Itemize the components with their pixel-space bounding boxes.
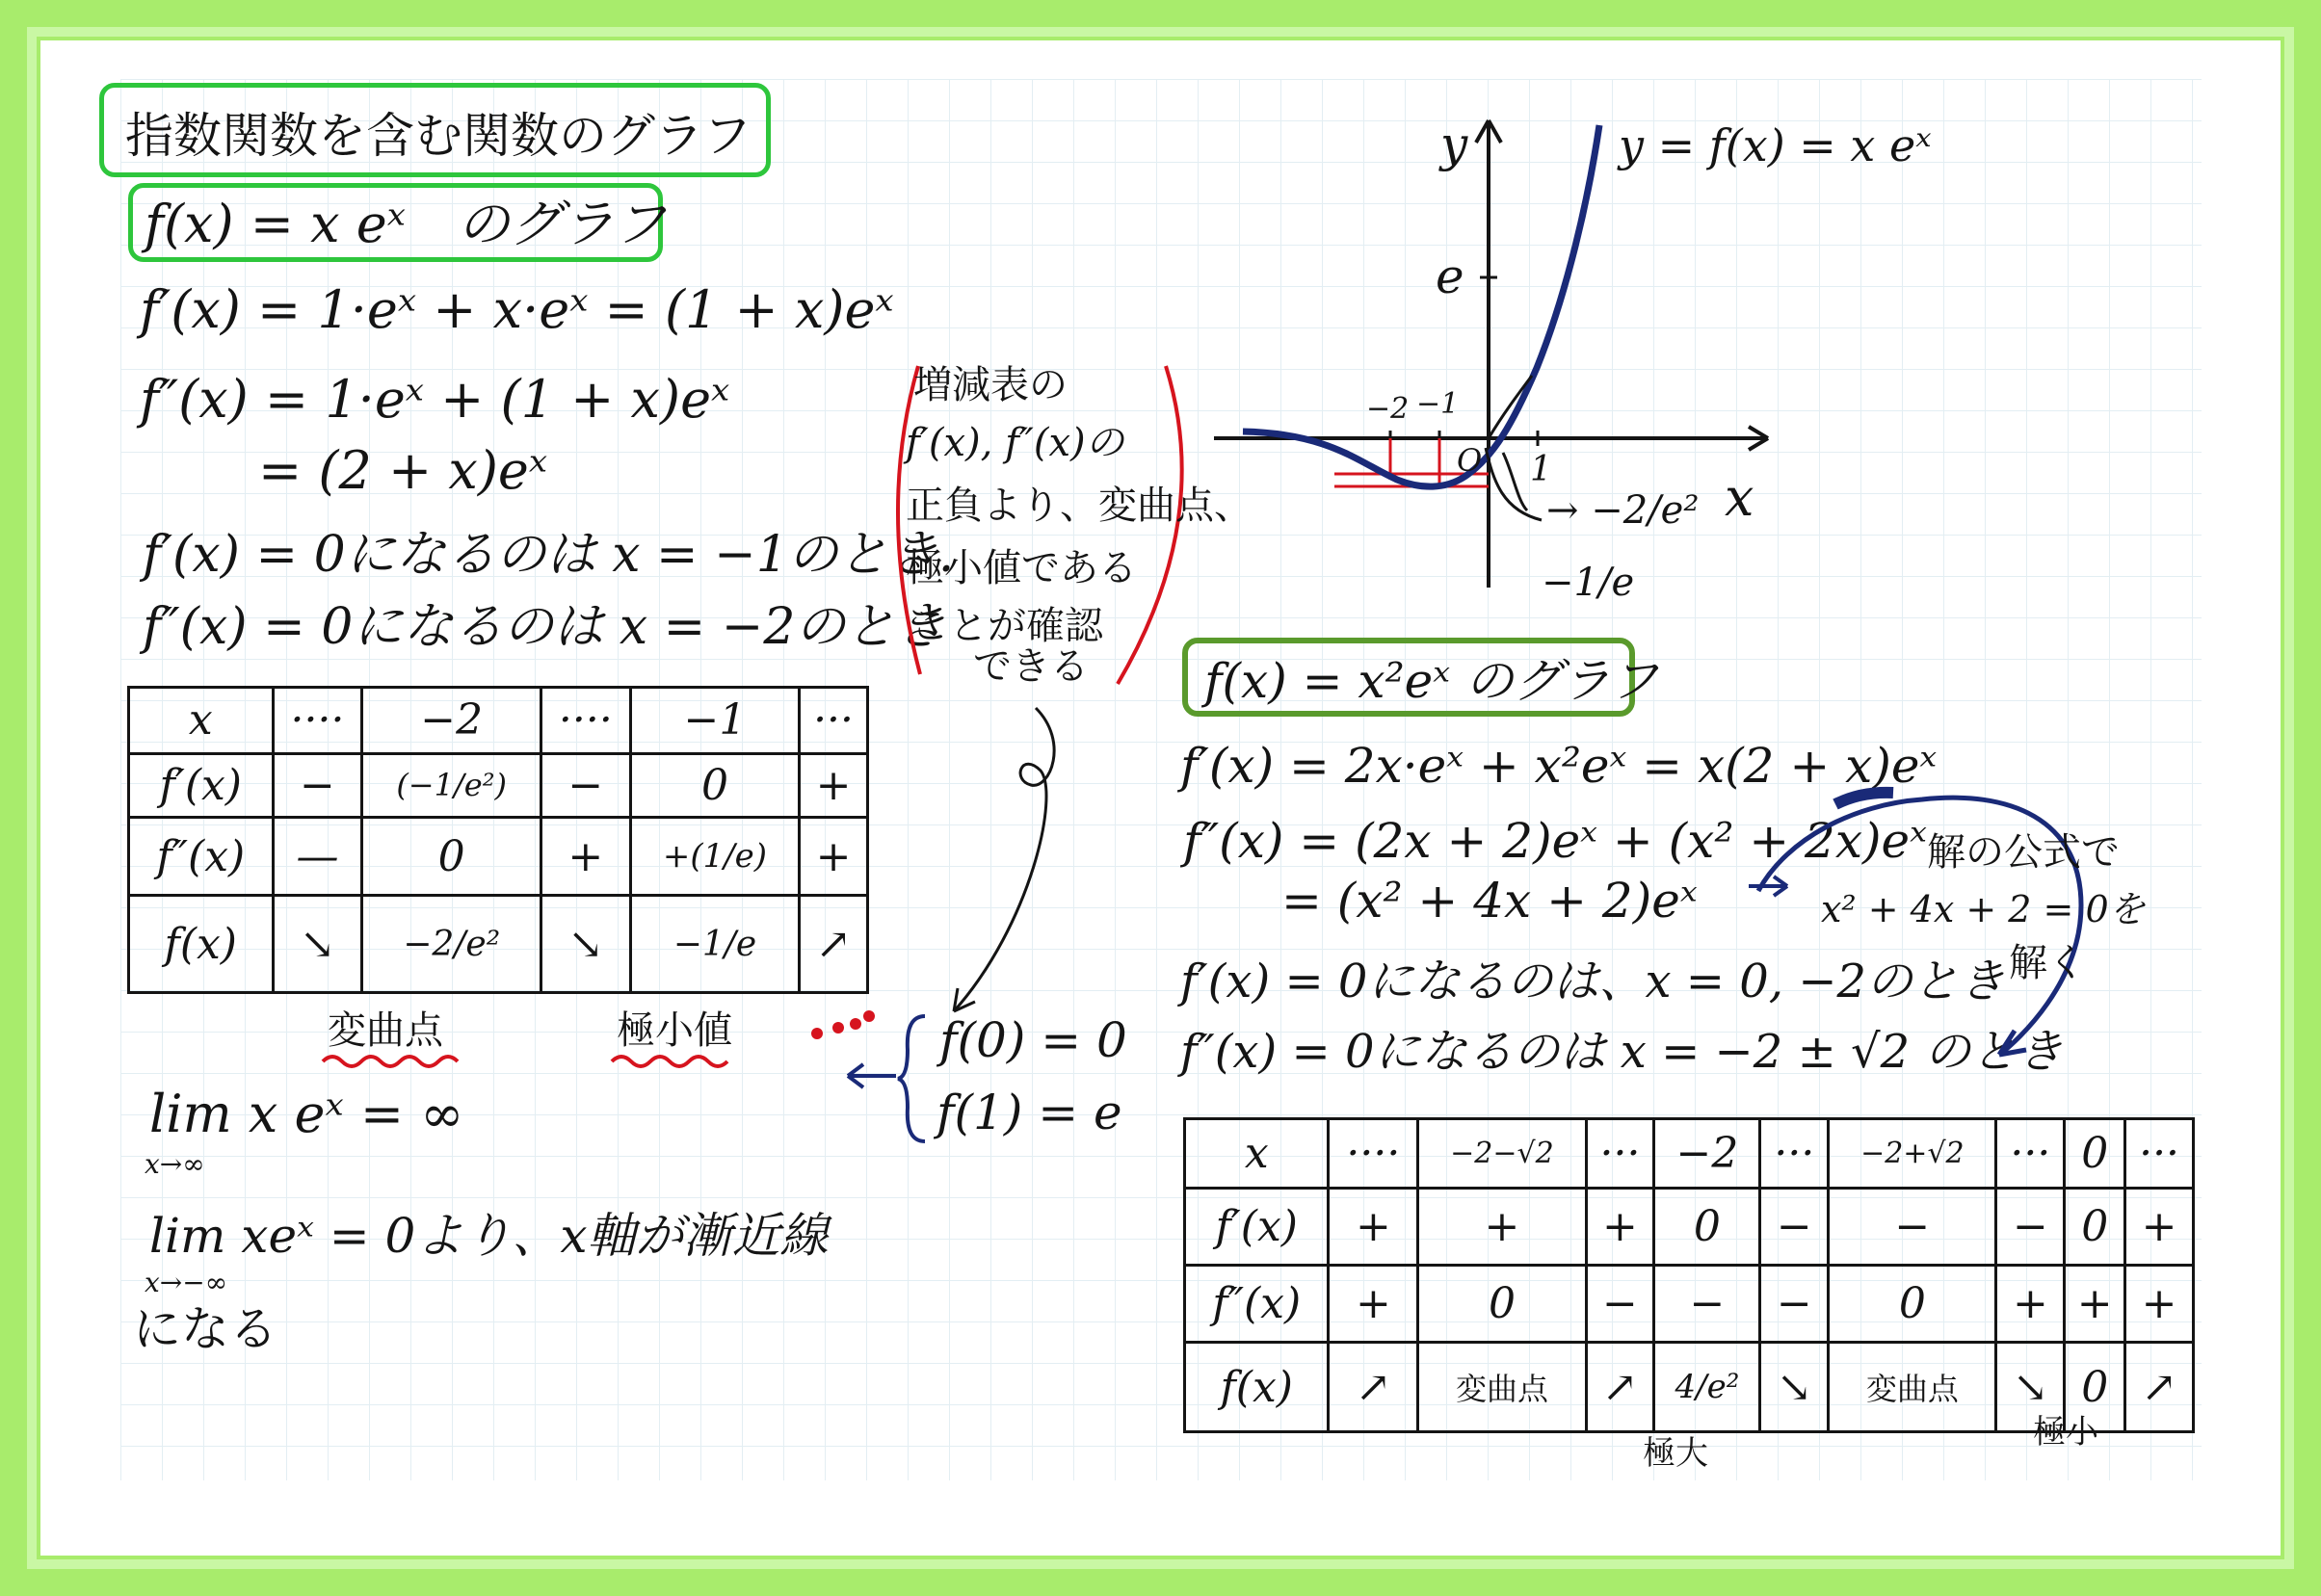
table-cell: ···	[2125, 1119, 2194, 1189]
table-cell: +	[2125, 1189, 2194, 1266]
table-cell: 0	[2065, 1119, 2125, 1189]
e-tick-label: e	[1436, 249, 1464, 304]
table-cell: (−1/e²)	[362, 753, 541, 818]
table-cell: +	[800, 753, 868, 818]
table-cell: ····	[273, 688, 362, 754]
table-cell: −	[1760, 1266, 1829, 1343]
limit-conclusion: になる	[133, 1301, 277, 1357]
right-second-derivative-simplified: = (x² + 4x + 2)eˣ	[1281, 873, 1698, 929]
table-cell: −2+√2	[1829, 1119, 1996, 1189]
table-cell: 0	[630, 753, 799, 818]
table-cell: f(x)	[129, 896, 274, 993]
formula-note-line: 解く	[2009, 941, 2086, 985]
note-line: できる	[973, 644, 1089, 689]
table-cell: 0	[2065, 1189, 2125, 1266]
tick-label-minus1: −1	[1416, 387, 1460, 421]
second-derivative-simplified: = (2 + x)eˣ	[258, 440, 548, 501]
table-cell: −2−√2	[1418, 1119, 1586, 1189]
table-cell: ↗	[1329, 1343, 1418, 1432]
values-brace	[896, 1011, 935, 1146]
right-second-derivative-zero: f″(x) = 0になるのは x = −2 ± √2 のとき	[1180, 1025, 2064, 1079]
table-cell: +	[541, 818, 630, 896]
table-cell: −1/e	[630, 896, 799, 993]
formula-note-line: x² + 4x + 2 = 0を	[1821, 888, 2146, 930]
table-cell: f′(x)	[129, 753, 274, 818]
note-line: ことが確認	[910, 604, 1103, 648]
inflection-underline	[318, 1050, 472, 1073]
note-line: f′(x), f″(x)の	[906, 421, 1124, 465]
min-label: 極小値	[617, 1008, 732, 1053]
table-cell: ↘	[541, 896, 630, 993]
limit-negative: lim xeˣ = 0より、x軸が漸近線	[149, 1208, 829, 1264]
right-first-derivative-zero: f′(x) = 0になるのは、x = 0, −2のとき	[1180, 955, 2006, 1008]
right-title: f(x) = x²eˣ のグラフ	[1204, 653, 1658, 709]
table-cell: —	[273, 818, 362, 896]
right-second-derivative: f″(x) = (2x + 2)eˣ + (x² + 2x)eˣ	[1183, 813, 1927, 869]
table-cell: ↗	[1586, 1343, 1654, 1432]
table-cell: ↗	[2125, 1343, 2194, 1432]
table-cell: +	[1329, 1266, 1418, 1343]
formula-note-line: 解の公式で	[1927, 830, 2120, 875]
table-cell: 0	[1418, 1266, 1586, 1343]
value-f0: f(0) = 0	[939, 1012, 1127, 1068]
right-increase-table	[1183, 1117, 2195, 1433]
second-derivative: f″(x) = 1·eˣ + (1 + x)eˣ	[140, 369, 730, 430]
curve-x-exp-x	[1243, 125, 1599, 489]
table-cell: −	[1654, 1266, 1760, 1343]
table-cell: x	[1185, 1119, 1329, 1189]
table-cell: 0	[1654, 1189, 1760, 1266]
annotation-min: −1/e	[1542, 561, 1635, 605]
table-cell: ↘	[1760, 1343, 1829, 1432]
second-derivative-zero: f″(x) = 0になるのは x = −2のとき	[143, 598, 946, 656]
label-min: 極小	[2033, 1413, 2098, 1452]
limit-positive-subscript: x→∞	[145, 1148, 205, 1180]
table-cell: f′(x)	[1185, 1189, 1329, 1266]
table-cell: −	[1829, 1189, 1996, 1266]
table-cell: 変曲点	[1829, 1343, 1996, 1432]
note-line: 正負より、変曲点、	[906, 484, 1253, 528]
table-cell: +	[1996, 1266, 2065, 1343]
table-cell: −	[1996, 1189, 2065, 1266]
x-axis-label: x	[1725, 467, 1754, 528]
limit-positive: lim x eˣ = ∞	[149, 1084, 464, 1144]
table-cell: +	[1329, 1189, 1418, 1266]
table-cell: +	[800, 818, 868, 896]
table-cell: ···	[1760, 1119, 1829, 1189]
annotation-inflection: → −2/e²	[1546, 488, 1700, 533]
first-derivative-zero: f′(x) = 0になるのは x = −1のとき.	[143, 526, 955, 584]
page-title: 指数関数を含む関数のグラフ	[125, 108, 752, 164]
label-max: 極大	[1643, 1434, 1708, 1473]
table-cell: +	[1418, 1189, 1586, 1266]
table-cell: −1	[630, 688, 799, 754]
left-increase-table	[127, 686, 869, 994]
table-cell: −2	[362, 688, 541, 754]
table-cell: f″(x)	[1185, 1266, 1329, 1343]
y-axis-label: y	[1440, 117, 1468, 172]
table-cell: +(1/e)	[630, 818, 799, 896]
table-cell: 4/e²	[1654, 1343, 1760, 1432]
table-cell: +	[2065, 1266, 2125, 1343]
table-cell: f(x)	[1185, 1343, 1329, 1432]
value-f1: f(1) = e	[936, 1085, 1122, 1140]
note-line: 極小値である	[906, 546, 1137, 590]
first-derivative: f′(x) = 1·eˣ + x·eˣ = (1 + x)eˣ	[140, 279, 894, 340]
limit-negative-subscript: x→−∞	[145, 1267, 228, 1298]
table-cell: +	[1586, 1189, 1654, 1266]
table-cell: ···	[800, 688, 868, 754]
table-cell: +	[2125, 1266, 2194, 1343]
note-line: 増減表の	[913, 363, 1068, 407]
table-cell: −	[273, 753, 362, 818]
table-cell: 変曲点	[1418, 1343, 1586, 1432]
table-cell: ····	[1329, 1119, 1418, 1189]
subtitle: f(x) = x eˣ のグラフ	[145, 194, 666, 254]
table-cell: 0	[2065, 1343, 2125, 1432]
right-first-derivative: f′(x) = 2x·eˣ + x²eˣ = x(2 + x)eˣ	[1180, 738, 1938, 794]
table-cell: 0	[1829, 1266, 1996, 1343]
table-cell: −	[541, 753, 630, 818]
table-cell: x	[129, 688, 274, 754]
tick-label-1: 1	[1530, 450, 1552, 489]
table-cell: f″(x)	[129, 818, 274, 896]
table-cell: ····	[541, 688, 630, 754]
table-cell: −	[1760, 1189, 1829, 1266]
origin-label: O	[1457, 442, 1483, 479]
table-cell: ···	[1586, 1119, 1654, 1189]
table-cell: ↘	[1996, 1343, 2065, 1432]
tick-label-minus2: −2	[1366, 392, 1410, 426]
graph-equation: y = f(x) = x eˣ	[1619, 119, 1932, 171]
table-cell: ···	[1996, 1119, 2065, 1189]
inflection-label: 変曲点	[328, 1008, 443, 1053]
table-cell: ↘	[273, 896, 362, 993]
min-underline	[607, 1050, 752, 1073]
table-cell: −2	[1654, 1119, 1760, 1189]
note-arrow	[935, 703, 1089, 1021]
table-cell: ↗	[800, 896, 868, 993]
table-cell: −2/e²	[362, 896, 541, 993]
table-cell: 0	[362, 818, 541, 896]
table-cell: −	[1586, 1266, 1654, 1343]
